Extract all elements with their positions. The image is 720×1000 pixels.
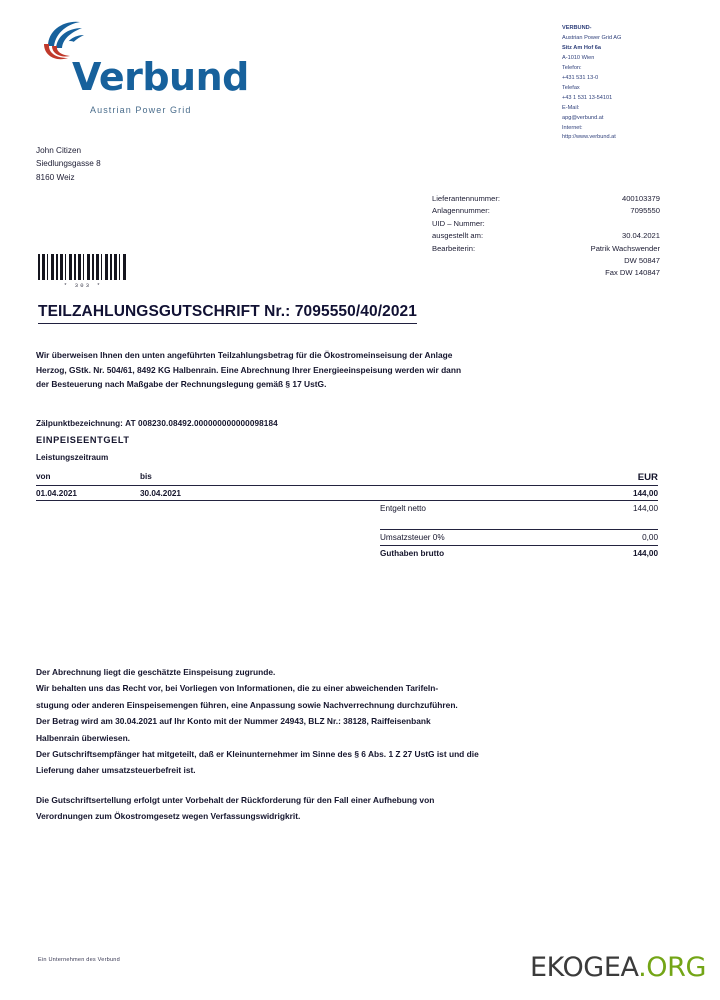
meta-row: [432, 243, 660, 255]
meter-point-value: AT 008230.08492.000000000000098184: [125, 419, 278, 428]
meta-row: [432, 193, 660, 205]
note-line: Der Gutschriftsempfänger hat mitgeteilt, daß er Kleinunternehmer im Sinne des § 6 Abs. 1 Z 27 UstG ist und die: [36, 748, 479, 759]
barcode-block: [38, 254, 128, 289]
sender-address-block: [562, 24, 702, 143]
amount-table-header: [36, 472, 658, 486]
notes-gap: [36, 779, 656, 792]
meta-label: Bearbeiterin:: [432, 243, 476, 253]
summary-spacer: [36, 504, 380, 513]
sender-line: Sitz Am Hof 6a: [562, 44, 601, 51]
note-line: Lieferung daher umsatzsteuerbefreit ist.: [36, 765, 196, 776]
summary-label: Umsatzsteuer 0%: [380, 533, 445, 542]
sender-line: +431 531 13-0: [562, 74, 599, 81]
summary-value: 144,00: [632, 549, 658, 558]
watermark-green-text: .ORG: [638, 952, 706, 983]
amount-table: [36, 472, 658, 558]
meta-value: Fax DW 140847: [605, 268, 660, 278]
row-from: 01.04.2021: [36, 489, 77, 498]
ekogea-watermark: [530, 952, 706, 983]
note-line: Der Betrag wird am 30.04.2021 auf Ihr Konto mit der Nummer 24943, BLZ Nr.: 38128, Raiffeisenbank: [36, 716, 431, 727]
note-line: Verordnungen zum Ökostromgesetz wegen Verfassungswidrigkrit.: [36, 811, 301, 822]
meter-point-line: [36, 419, 536, 428]
table-row: [36, 486, 658, 501]
summary-gap: [36, 513, 658, 529]
note-line: Die Gutschriftsertellung erfolgt unter Vorbehalt der Rückforderung für den Fall einer Aufhebung von: [36, 794, 435, 805]
intro-line: Wir überweisen Ihnen den unten angeführten Teilzahlungsbetrag für die Ökostromeinseisung der Anlage: [36, 350, 453, 360]
note-line: Halbenrain überwiesen.: [36, 732, 131, 743]
barcode-label: * 303 *: [63, 282, 103, 289]
meta-value: 7095550: [630, 206, 660, 216]
intro-paragraph: [36, 348, 652, 392]
summary-label: Guthaben brutto: [380, 549, 445, 558]
summary-divider: [380, 529, 658, 530]
meta-row: [432, 218, 660, 230]
sender-line: http://www.verbund.at: [562, 134, 616, 141]
meta-row: [432, 255, 660, 267]
meta-value: 400103379: [621, 194, 660, 203]
meta-label: Anlagennummer:: [432, 206, 490, 216]
sender-line: +43 1 531 13-54101: [562, 94, 613, 101]
meta-row: [432, 267, 660, 279]
row-amount: 144,00: [632, 489, 658, 498]
meta-value: 30.04.2021: [621, 231, 660, 241]
verbund-logo: [36, 16, 296, 115]
notes-block: [36, 664, 656, 825]
summary-spacer: [36, 533, 380, 542]
logo-tagline: Austrian Power Grid: [90, 105, 192, 115]
summary-value: 144,00: [632, 504, 658, 513]
summary-divider: [380, 545, 658, 546]
column-header-to: bis: [140, 472, 152, 481]
meta-row: [432, 230, 660, 242]
meta-label: Lieferantennummer:: [432, 194, 500, 203]
summary-row-net: [36, 504, 658, 513]
meter-point-label: Zälpunktbezeichnung:: [36, 419, 123, 428]
summary-value: 0,00: [642, 533, 658, 542]
meta-label: ausgestellt am:: [432, 231, 484, 241]
recipient-city: 8160 Weiz: [36, 172, 75, 182]
period-label: Leistungszeitraum: [36, 453, 109, 462]
meta-value: DW 50847: [624, 255, 660, 265]
row-to: 30.04.2021: [140, 489, 181, 498]
recipient-name: John Citizen: [36, 146, 82, 155]
recipient-address-block: [36, 144, 101, 184]
intro-line: Herzog, GStk. Nr. 504/61, 8492 KG Halbenrain. Eine Abrechnung Ihrer Energieeinspeisung werden wir dann: [36, 364, 462, 375]
sender-line: A-1010 Wien: [562, 54, 595, 61]
note-line: Der Abrechnung liegt die geschätzte Einspeisung zugrunde.: [36, 667, 276, 677]
meta-row: [432, 205, 660, 217]
barcode-icon: [38, 254, 126, 280]
sender-line: Internet:: [562, 124, 583, 131]
tariff-kind: EINPEISEENTGELT: [36, 435, 130, 445]
meta-label: UID – Nummer:: [432, 218, 485, 228]
verbund-swoosh-icon: [38, 16, 106, 64]
meter-point-block: [36, 419, 536, 462]
note-line: Wir behalten uns das Recht vor, bei Vorliegen von Informationen, die zu einer abweichenden Tarifeln-: [36, 683, 439, 694]
summary-row-gross: [36, 549, 658, 558]
sender-line: Telefax: [562, 84, 580, 91]
meta-value: Patrik Wachswender: [590, 243, 660, 253]
document-title: TEILZAHLUNGSGUTSCHRIFT Nr.: 7095550/40/2021: [38, 303, 417, 324]
column-header-currency: EUR: [637, 472, 658, 483]
summary-row-vat: [36, 533, 658, 542]
footer-note: Ein Unternehmen des Verbund: [38, 957, 120, 963]
sender-line: Telefon:: [562, 64, 582, 71]
summary-label: Entgelt netto: [380, 504, 426, 513]
intro-line: der Besteuerung nach Maßgabe der Rechnungslegung gemäß § 17 UstG.: [36, 379, 327, 390]
sender-line: VERBUND-: [562, 25, 592, 31]
document-meta-block: [432, 193, 660, 280]
recipient-street: Siedlungsgasse 8: [36, 159, 101, 169]
watermark-dark-text: EKOGEA: [529, 952, 639, 983]
sender-line: E-Mail:: [562, 104, 580, 111]
summary-spacer: [36, 549, 380, 558]
column-header-from: von: [36, 472, 51, 481]
sender-line: apg@verbund.at: [562, 114, 604, 121]
note-line: stugung oder anderen Einspeisemengen führen, eine Anpassung sowie Nachverrechnung durchzuführen.: [36, 699, 458, 710]
logo-wordmark: Verbund: [72, 55, 249, 99]
sender-line: Austrian Power Grid AG: [562, 34, 622, 41]
